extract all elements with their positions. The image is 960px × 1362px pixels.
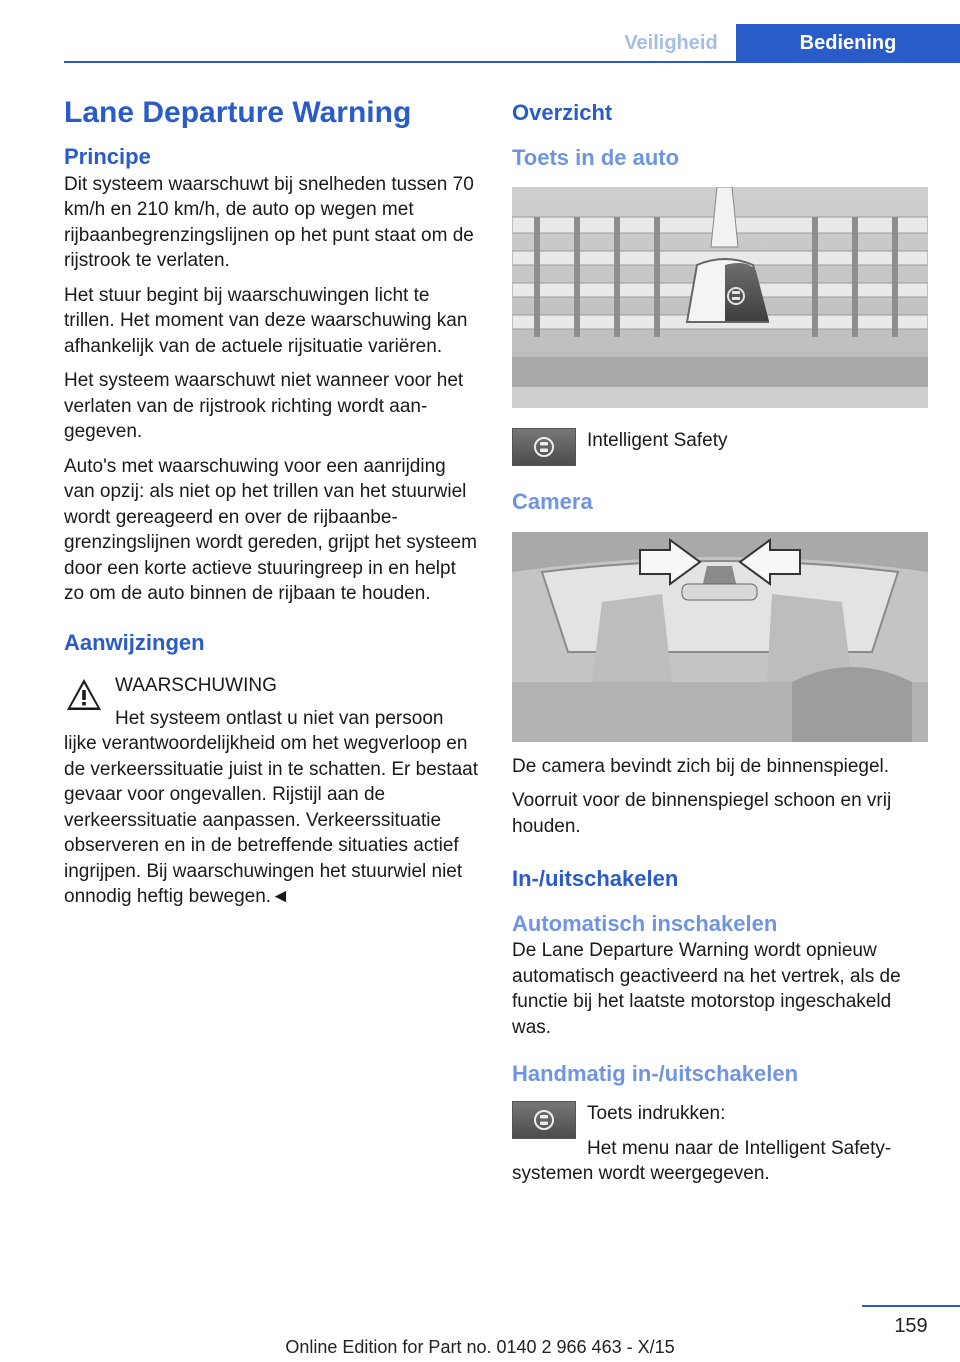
paragraph: Het systeem waarschuwt niet wanneer voor het verlaten van de rijstrook richting wordt aangegeven. xyxy=(64,370,464,443)
header-rule xyxy=(64,61,960,63)
notes-heading: Aanwijzingen xyxy=(64,629,205,655)
manual-result-first: Het menu naar de Intelligent Safety- xyxy=(587,1137,892,1159)
manual-result: systemen wordt weergegeven. xyxy=(512,1163,770,1185)
warning-text: lijke verantwoordelijkheid om het wegverloop en de verkeerssituatie juist in te schatten. Er bestaat gevaar voor ongevallen. Rijstijl aan de verkeerssituatie aanpassen. Verkeerssituatie observeren en in de betreffende situaties actief ingrijpen. Bij waarschuwingen het stuurwiel niet onnodig heftig bewegen.◄ xyxy=(64,733,478,908)
edition-line: Online Edition for Part no. 0140 2 966 463 - X/15 xyxy=(285,1337,675,1357)
camera-text-2: Voorruit voor de binnenspiegel schoon en vrij houden. xyxy=(512,790,892,837)
warning-triangle-icon xyxy=(64,675,104,715)
auto-text: De Lane Departure Warning wordt opnieuw automatisch geactiveerd na het vertrek, als de functie bij het laatste motorstop ingeschakeld was. xyxy=(512,940,901,1038)
auto-heading: Automatisch inschakelen xyxy=(512,910,778,936)
paragraph: Auto's met waarschuwing voor een aanrijding van opzij: als niet op het trillen van het stuurwiel wordt gereageerd en over de rijbaanbegrenzingslijnen wordt gereden, grijpt het systeem door een korte actieve stuuringreep in en helpt zo om de auto binnen de rijbaan te houden. xyxy=(64,455,477,605)
right-column xyxy=(512,95,928,1187)
warning-block xyxy=(64,673,480,910)
page-number: 159 xyxy=(894,1315,928,1337)
footer-rule xyxy=(862,1305,960,1307)
onoff-heading: In-/uitschakelen xyxy=(512,866,679,892)
camera-text-1: De camera bevindt zich bij de binnenspiegel. xyxy=(512,755,890,777)
manual-step-text: Toets indrukken: xyxy=(587,1103,726,1125)
safety-button-row xyxy=(512,428,928,472)
warning-text-first: Het systeem ontlast u niet van persoon xyxy=(115,707,444,729)
manual-step-row xyxy=(512,1101,928,1161)
page-title: Lane Departure Warning xyxy=(64,96,412,129)
intelligent-safety-button[interactable] xyxy=(512,1101,576,1139)
header-tab-bediening[interactable]: Bediening xyxy=(736,24,960,62)
overview-heading: Overzicht xyxy=(512,100,613,125)
camera-photo xyxy=(512,532,928,742)
button-heading: Toets in de auto xyxy=(512,144,680,170)
intelligent-safety-icon xyxy=(532,435,556,459)
camera-heading: Camera xyxy=(512,489,593,515)
paragraph: Het stuur begint bij waarschuwingen licht te trillen. Het moment van deze waarschuwing kan afhankelijk van de actuele rijsituatie variëren. xyxy=(64,284,468,357)
intelligent-safety-icon xyxy=(532,1108,556,1132)
header-tab-veiligheid[interactable]: Veiligheid xyxy=(607,24,735,62)
intelligent-safety-button[interactable] xyxy=(512,428,576,466)
principe-heading: Principe xyxy=(64,144,151,169)
dashboard-button-photo xyxy=(512,187,928,408)
paragraph: Dit systeem waarschuwt bij snelheden tussen 70 km/h en 210 km/h, de auto op wegen met rijbaanbegrenzingslijnen op het punt staat om de rijstrook te verlaten. xyxy=(64,173,474,272)
left-column xyxy=(64,95,480,910)
manual-heading: Handmatig in-/uitschakelen xyxy=(512,1061,799,1087)
warning-title: WAARSCHUWING xyxy=(115,675,277,697)
button-caption: Intelligent Safety xyxy=(587,430,728,452)
